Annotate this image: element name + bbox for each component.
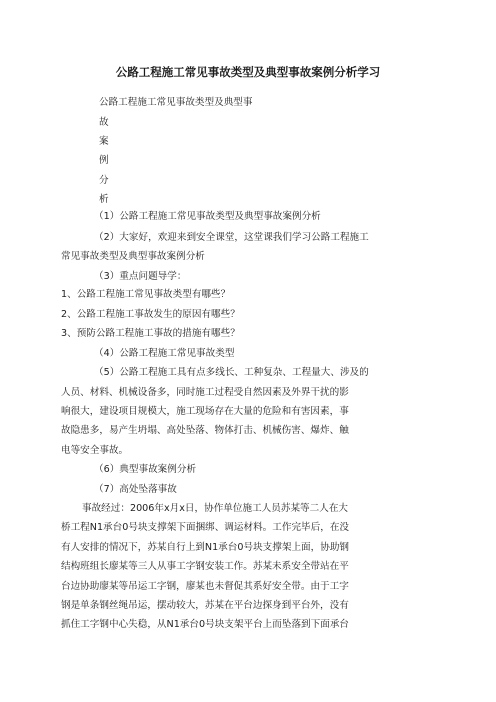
text-line: 电等安全事故。 — [61, 445, 129, 456]
text-line: 析 — [99, 194, 109, 205]
text-line: （1）公路工程施工常见事故类型及典型事故案例分析 — [94, 211, 321, 222]
text-line: （5）公路工程施工具有点多线长、工种复杂、工程量大、涉及的 — [94, 367, 369, 378]
text-line: 抓住工字钢中心失稳，从N1承台0号块支架平台上而坠落到下面承台 — [61, 619, 350, 630]
text-line: 人员、材料、机械设备多，同时施工过程受自然因素及外界干扰的影 — [61, 387, 349, 398]
text-line: （4）公路工程施工常见事故类型 — [94, 348, 235, 359]
text-line: 故 — [99, 117, 109, 128]
text-line: （7）高处坠落事故 — [94, 484, 177, 495]
text-line: （3）重点问题导学： — [94, 271, 187, 282]
text-line: 事故经过：2006年x月x日，协作单位施工人员苏某等二人在大 — [82, 503, 349, 514]
text-line: 案 — [99, 136, 109, 147]
text-line: 分 — [99, 175, 109, 186]
text-line: 桥工程N1承台0号块支撑架下面捆绑、调运材料。工作完毕后，在没 — [61, 522, 350, 533]
text-line: （2）大家好，欢迎来到安全课堂，这堂课我们学习公路工程施工 — [94, 232, 369, 243]
text-line: 2、公路工程施工事故发生的原因有哪些？ — [61, 309, 240, 320]
text-line: 3、预防公路工程施工事故的措施有哪些？ — [61, 328, 240, 339]
text-line: （6）典型事故案例分析 — [94, 464, 197, 475]
text-line: 台边协助廖某等吊运工字钢，廖某也未督促其系好安全带。由于工字 — [61, 581, 349, 592]
text-line: 例 — [99, 155, 109, 166]
text-line: 公路工程施工常见事故类型及典型事 — [99, 97, 253, 108]
text-line: 结构班组长廖某等三人从事工字钢安装工作。苏某未系安全带站在平 — [61, 561, 349, 572]
text-line: 有人安排的情况下，苏某自行上到N1承台0号块支撑架上面，协助钢 — [61, 542, 350, 553]
text-line: 故隐患多，易产生坍塌、高处坠落、物体打击、机械伤害、爆炸、触 — [61, 425, 349, 436]
text-line: 1、公路工程施工常见事故类型有哪些？ — [61, 289, 231, 300]
document-title: 公路工程施工常见事故类型及典型事故案例分析学习 — [115, 65, 381, 79]
text-line: 常见事故类型及典型事故案例分析 — [61, 251, 205, 262]
text-line: 响很大，建设项目规模大，施工现场存在大量的危险和有害因素，事 — [61, 406, 349, 417]
text-line: 钢是单条钢丝绳吊运，摆动较大，苏某在平台边探身到平台外，没有 — [61, 600, 349, 611]
